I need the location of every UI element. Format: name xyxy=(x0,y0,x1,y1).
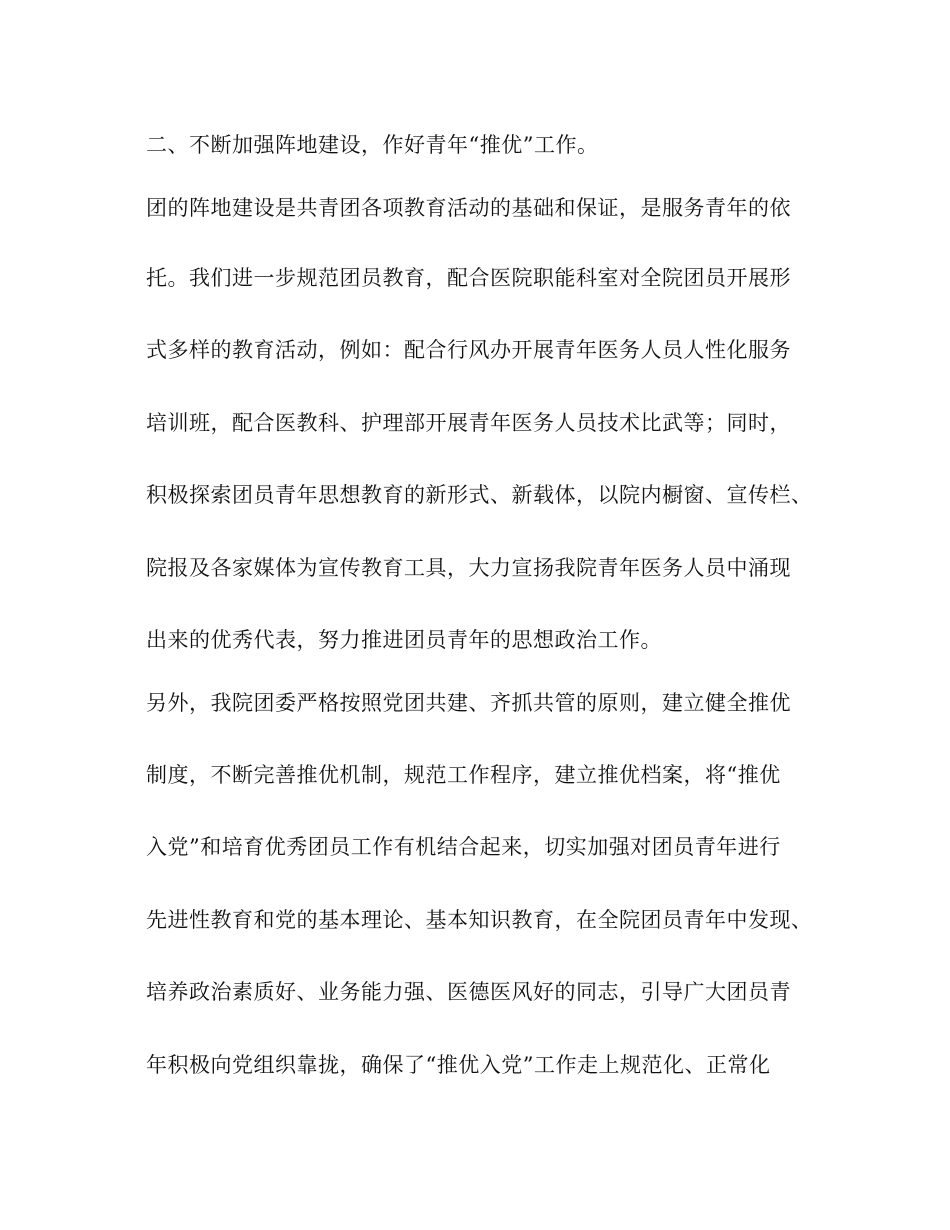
paragraph-line: 培训班，配合医教科、护理部开展青年医务人员技术比武等；同时， xyxy=(146,411,791,435)
paragraph-line: 团的阵地建设是共青团各项教育活动的基础和保证，是服务青年的依 xyxy=(146,196,791,220)
paragraph-line: 托。我们进一步规范团员教育，配合医院职能科室对全院团员开展形 xyxy=(146,266,791,290)
paragraph-line: 出来的优秀代表，努力推进团员青年的思想政治工作。 xyxy=(146,628,662,652)
paragraph-line: 先进性教育和党的基本理论、基本知识教育，在全院团员青年中发现、 xyxy=(146,908,813,932)
paragraph-line: 积极探索团员青年思想教育的新形式、新载体，以院内橱窗、宣传栏、 xyxy=(146,483,813,507)
paragraph-line: 院报及各家媒体为宣传教育工具，大力宣扬我院青年医务人员中涌现 xyxy=(146,556,791,580)
section-heading: 二、不断加强阵地建设，作好青年“推优”工作。 xyxy=(146,133,599,157)
paragraph-line: 年积极向党组织靠拢，确保了“推优入党”工作走上规范化、正常化 xyxy=(146,1053,771,1077)
paragraph-line: 制度，不断完善推优机制，规范工作程序，建立推优档案，将“推优 xyxy=(146,763,781,787)
paragraph-line: 入党”和培育优秀团员工作有机结合起来，切实加强对团员青年进行 xyxy=(146,835,781,859)
paragraph-line: 培养政治素质好、业务能力强、医德医风好的同志，引导广大团员青 xyxy=(146,980,791,1004)
paragraph-line: 式多样的教育活动，例如：配合行风办开展青年医务人员人性化服务 xyxy=(146,338,791,362)
paragraph-line: 另外，我院团委严格按照党团共建、齐抓共管的原则，建立健全推优 xyxy=(146,691,791,715)
